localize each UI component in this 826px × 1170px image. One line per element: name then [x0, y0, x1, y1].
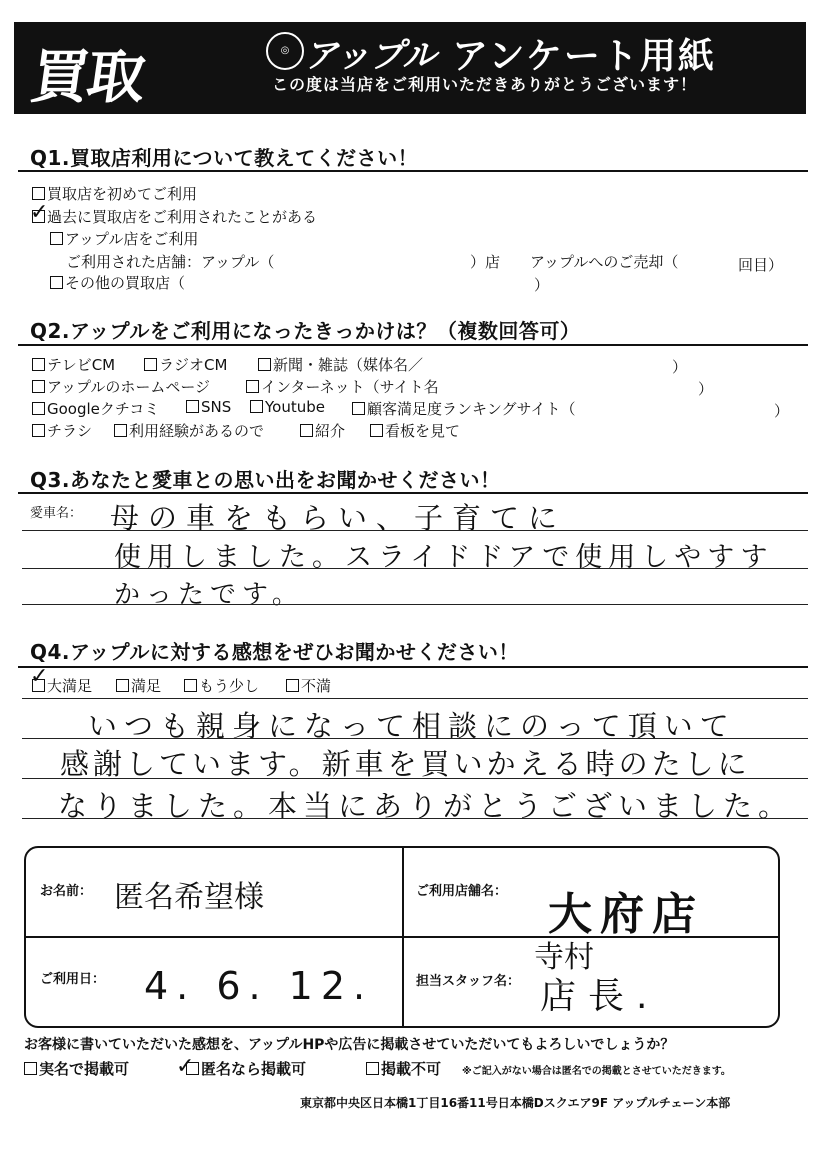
permission-note: ※ご記入がない場合は匿名での掲載とさせていただきます。: [462, 1066, 731, 1077]
q2-option-referral[interactable]: [300, 420, 345, 441]
checkbox[interactable]: [32, 380, 45, 393]
close-paren: ）: [698, 380, 714, 398]
checkbox[interactable]: [50, 232, 63, 245]
customer-info-card: [24, 846, 780, 1028]
date-value: 4. 6. 12.: [144, 964, 374, 1008]
check-mark-q1: ✓: [30, 200, 49, 225]
header-subtitle: この度は当店をご利用いただきありがとうございます！: [272, 75, 698, 94]
q2-option-experience[interactable]: [114, 420, 264, 441]
q4-option-satisfied[interactable]: [116, 675, 161, 696]
q4-answer-line-2: 感謝しています。新車を買いかえる時のたしに: [60, 747, 751, 781]
checkbox[interactable]: [32, 679, 45, 692]
q2-title: Q2.アップルをご利用になったきっかけは？（複数回答可）: [30, 319, 581, 343]
option-label: テレビCM: [47, 356, 116, 374]
checkbox[interactable]: [32, 187, 45, 200]
option-label: 買取店を初めてご利用: [47, 185, 198, 203]
writing-line: [22, 778, 808, 779]
option-label: 実名で掲載可: [39, 1060, 130, 1078]
q3-answer-line-2: 使用しました。スライドドアで使用しやすす: [114, 542, 774, 573]
checkbox[interactable]: [286, 679, 299, 692]
store-label: ご利用された店舗：アップル（: [66, 253, 275, 271]
q2-option-homepage[interactable]: [32, 376, 210, 397]
q2-option-youtube[interactable]: [250, 398, 325, 416]
divider: [18, 666, 808, 668]
q2-option-newspaper[interactable]: [258, 354, 423, 375]
store-suffix: ）店: [470, 253, 501, 271]
staff-value: 店長.: [540, 976, 660, 1017]
brand-name: アップル: [304, 36, 437, 76]
q4-option-dissatisfied[interactable]: [286, 675, 331, 696]
perm-option-anonymous[interactable]: [186, 1058, 306, 1079]
option-label: Googleクチコミ: [47, 400, 160, 418]
q2-option-radiocm[interactable]: [144, 354, 227, 375]
store-name-value: 大府店: [548, 889, 704, 940]
q1-option-apple[interactable]: [50, 228, 198, 249]
q2-option-google[interactable]: [32, 398, 159, 419]
times-suffix: 回目）: [738, 256, 784, 274]
q1-title: Q1.買取店利用について教えてください！: [30, 146, 419, 170]
kaitori-logo-text: 買取: [26, 43, 149, 111]
writing-line: [22, 738, 808, 739]
q2-option-internet[interactable]: [246, 376, 439, 397]
check-mark-permission: ✓: [176, 1054, 195, 1079]
option-label: 新聞・雑誌（媒体名／: [273, 356, 424, 374]
checkbox[interactable]: [32, 424, 45, 437]
times-label: アップルへのご売却（: [530, 253, 679, 271]
apple-logo-icon: ◎: [266, 32, 304, 70]
option-label: 不満: [301, 677, 332, 695]
option-label: 過去に買取店をご利用されたことがある: [47, 208, 318, 226]
writing-line: [22, 568, 808, 569]
divider: [18, 492, 808, 494]
store-name-label: ご利用店舗名：: [416, 884, 508, 899]
other-close-paren: ）: [534, 276, 550, 294]
option-label: その他の買取店（: [65, 274, 186, 292]
date-label: ご利用日：: [40, 972, 106, 987]
checkbox[interactable]: [32, 402, 45, 415]
q1-option-first[interactable]: [32, 183, 197, 204]
perm-option-real-name[interactable]: [24, 1058, 129, 1079]
option-label: 紹介: [315, 422, 346, 440]
writing-line: [22, 698, 808, 699]
q3-answer-line-3: かったです。: [114, 580, 304, 610]
close-paren: ）: [774, 402, 790, 420]
checkbox[interactable]: [370, 424, 383, 437]
option-label: 大満足: [47, 677, 93, 695]
writing-line: [22, 530, 808, 531]
checkbox[interactable]: [116, 679, 129, 692]
divider: [18, 344, 808, 346]
checkbox[interactable]: [366, 1062, 379, 1075]
name-label: お名前：: [40, 884, 93, 899]
option-label: 利用経験があるので: [129, 422, 265, 440]
form-title: アンケート用紙: [452, 36, 716, 77]
q2-option-signboard[interactable]: [370, 420, 460, 441]
q3-title: Q3.あなたと愛車との思い出をお聞かせください！: [30, 468, 501, 492]
checkbox[interactable]: [24, 1062, 37, 1075]
option-label: チラシ: [47, 422, 93, 440]
perm-option-not-allowed[interactable]: [366, 1058, 441, 1079]
checkbox[interactable]: [114, 424, 127, 437]
checkbox[interactable]: [32, 358, 45, 371]
staff-label: 担当スタッフ名：: [416, 974, 521, 989]
option-label: 匿名なら掲載可: [201, 1060, 307, 1078]
q2-option-flyer[interactable]: [32, 420, 92, 441]
close-paren: ）: [672, 358, 688, 376]
name-value: 匿名希望様: [114, 880, 264, 915]
q3-answer-line-1: 母の車をもらい、子育てに: [110, 501, 567, 535]
option-label: アップル店をご利用: [65, 230, 199, 248]
option-label: 看板を見て: [385, 422, 461, 440]
checkbox[interactable]: [186, 1062, 199, 1075]
q2-option-sns[interactable]: [186, 398, 231, 416]
checkbox[interactable]: [50, 276, 63, 289]
checkbox[interactable]: [246, 380, 259, 393]
checkbox[interactable]: [184, 679, 197, 692]
car-name-label: 愛車名：: [30, 506, 83, 521]
option-label: ラジオCM: [159, 356, 228, 374]
checkbox[interactable]: [258, 358, 271, 371]
footer-address: 東京都中央区日本橋1丁目16番11号日本橋Dスクエア9F アップルチェーン本部: [300, 1096, 731, 1110]
check-mark-q4: ✓: [30, 664, 49, 689]
checkbox[interactable]: [250, 400, 263, 413]
checkbox[interactable]: [300, 424, 313, 437]
staff-value-top: 寺村: [534, 940, 594, 975]
writing-line: [22, 604, 808, 605]
checkbox[interactable]: [352, 402, 365, 415]
q2-option-ranking[interactable]: [352, 398, 576, 419]
option-label: インターネット（サイト名: [261, 378, 439, 396]
checkbox[interactable]: [186, 400, 199, 413]
q4-option-somewhat[interactable]: [184, 675, 259, 696]
option-label: アップルのホームページ: [47, 378, 211, 396]
writing-line: [22, 818, 808, 819]
q4-answer-line-1: いつも親身になって相談にのって頂いて: [88, 709, 736, 743]
option-label: 掲載不可: [381, 1060, 442, 1078]
option-label: Youtube: [265, 398, 325, 416]
option-label: 満足: [131, 677, 162, 695]
q4-option-very-satisfied[interactable]: [32, 675, 92, 696]
option-label: 顧客満足度ランキングサイト（: [367, 400, 576, 418]
q2-option-tvcm[interactable]: [32, 354, 115, 375]
q1-option-other[interactable]: [50, 272, 185, 293]
option-label: SNS: [201, 398, 232, 416]
header-banner: [14, 22, 806, 114]
q4-title: Q4.アップルに対する感想をぜひお聞かせください！: [30, 640, 519, 664]
checkbox[interactable]: [144, 358, 157, 371]
q1-option-past[interactable]: [32, 206, 317, 227]
divider: [18, 170, 808, 172]
q4-answer-line-3: なりました。本当にありがとうございました。: [58, 789, 794, 823]
option-label: もう少し: [199, 677, 260, 695]
permission-question: お客様に書いていただいた感想を、アップルHPや広告に掲載させていただいてもよろしいでしょうか？: [24, 1037, 675, 1053]
